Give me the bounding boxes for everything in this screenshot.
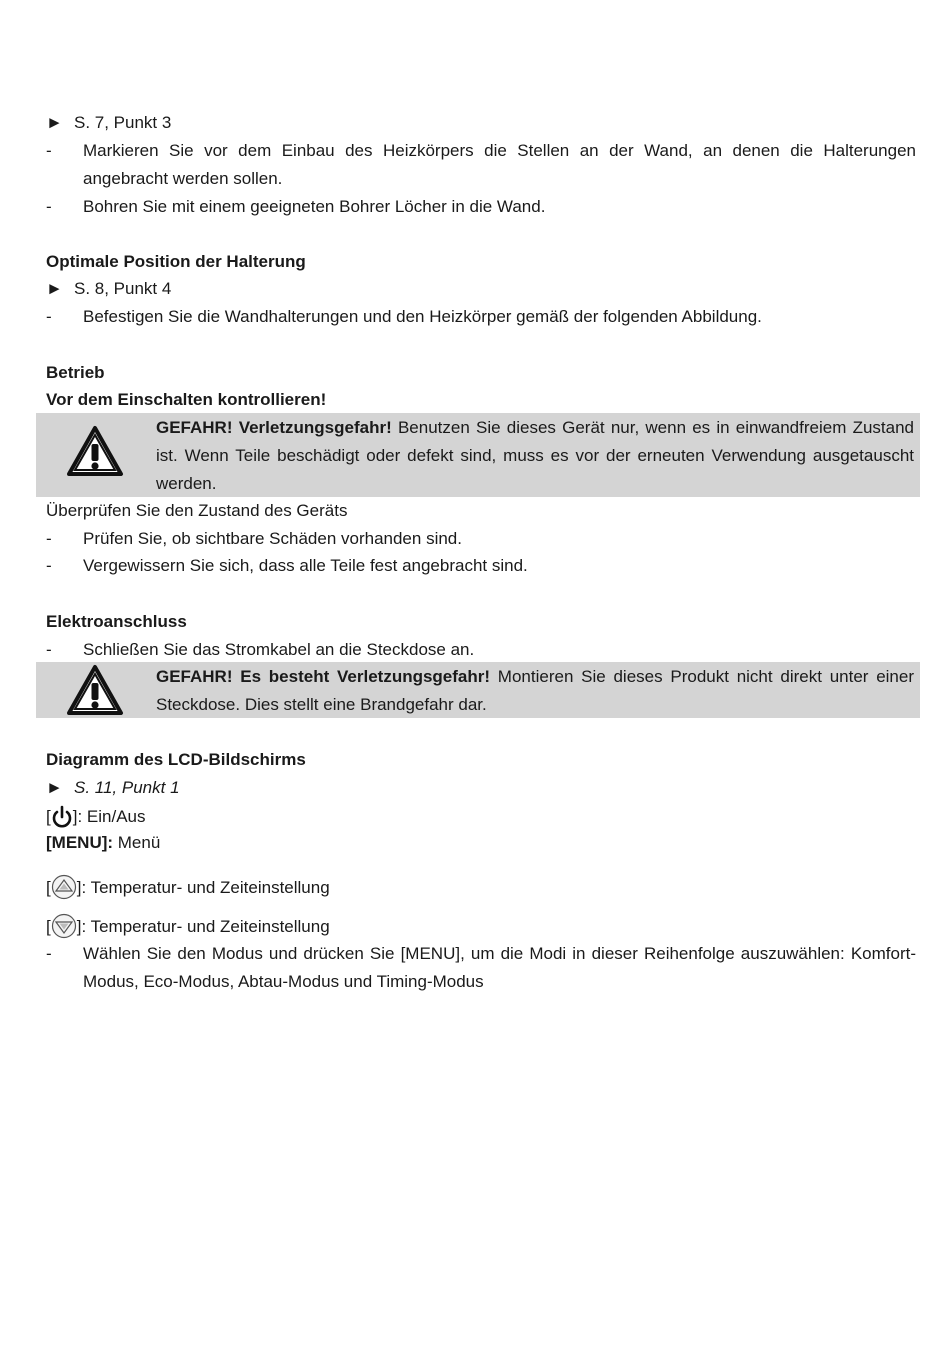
list-item: Wählen Sie den Modus und drücken Sie [MENU], um die Modi in dieser Reihenfolge auszuwählen: Komfort-Modus, Eco-Modus, Abtau-Modus und Timing-Modus — [83, 944, 916, 991]
bullet-dash: - — [46, 556, 52, 575]
bullet-dash: - — [46, 529, 52, 548]
arrow-right-icon: ► — [46, 778, 63, 797]
up-arrow-icon — [51, 874, 77, 900]
warning-box — [36, 413, 920, 497]
section-heading: Optimale Position der Halterung — [46, 252, 306, 271]
list-item: Vergewissern Sie sich, dass alle Teile fest angebracht sind. — [83, 556, 528, 575]
warning-title: GEFAHR! Verletzungsgefahr! — [156, 418, 392, 437]
section-heading: Elektroanschluss — [46, 612, 187, 631]
bullet-dash: - — [46, 944, 52, 963]
list-item: Prüfen Sie, ob sichtbare Schäden vorhanden sind. — [83, 529, 462, 548]
arrow-right-icon: ► — [46, 113, 63, 132]
warning-triangle-icon — [66, 425, 124, 477]
page-reference: ► S. 8, Punkt 4 — [46, 275, 916, 303]
list-item: Befestigen Sie die Wandhalterungen und den Heizkörper gemäß der folgenden Abbildung. — [83, 307, 762, 326]
list-item: Bohren Sie mit einem geeigneten Bohrer Löcher in die Wand. — [83, 197, 546, 216]
warning-text: GEFAHR! Es besteht Verletzungsgefahr! Montieren Sie dieses Produkt nicht direkt unter einer Steckdose. Dies stellt eine Brandgefahr dar. — [156, 667, 914, 714]
warning-box — [36, 662, 920, 718]
page-reference: ► S. 11, Punkt 1 — [46, 774, 916, 802]
arrow-right-icon: ► — [46, 279, 63, 298]
bullet-dash: - — [46, 307, 52, 326]
section-heading: Betrieb — [46, 363, 105, 382]
power-key-description: [ ]: Ein/Aus — [46, 803, 916, 831]
down-arrow-icon — [51, 913, 77, 939]
section-heading: Diagramm des LCD-Bildschirms — [46, 750, 306, 769]
warning-text: GEFAHR! Verletzungsgefahr! Benutzen Sie dieses Gerät nur, wenn es in einwandfreiem Zustand ist. Wenn Teile beschädigt oder defekt sind, muss es vor der erneuten Verwendung ausgetauscht werden. — [156, 418, 914, 493]
down-key-description: [ ]: Temperatur- und Zeiteinstellung — [46, 913, 916, 941]
warning-title: GEFAHR! Es besteht Verletzungsgefahr! — [156, 667, 491, 686]
sub-heading: Vor dem Einschalten kontrollieren! — [46, 390, 327, 409]
list-item: Markieren Sie vor dem Einbau des Heizkörpers die Stellen an der Wand, an denen die Halterungen angebracht werden sollen. — [83, 141, 916, 188]
bullet-dash: - — [46, 640, 52, 659]
bullet-dash: - — [46, 197, 52, 216]
up-key-description: [ ]: Temperatur- und Zeiteinstellung — [46, 874, 916, 902]
page-reference: ► S. 7, Punkt 3 — [46, 109, 916, 137]
menu-key-description: [MENU]: Menü — [46, 833, 161, 852]
paragraph: Überprüfen Sie den Zustand des Geräts — [46, 501, 348, 520]
bullet-dash: - — [46, 141, 52, 160]
power-icon — [51, 805, 73, 829]
list-item: Schließen Sie das Stromkabel an die Steckdose an. — [83, 640, 475, 659]
warning-triangle-icon — [66, 664, 124, 716]
